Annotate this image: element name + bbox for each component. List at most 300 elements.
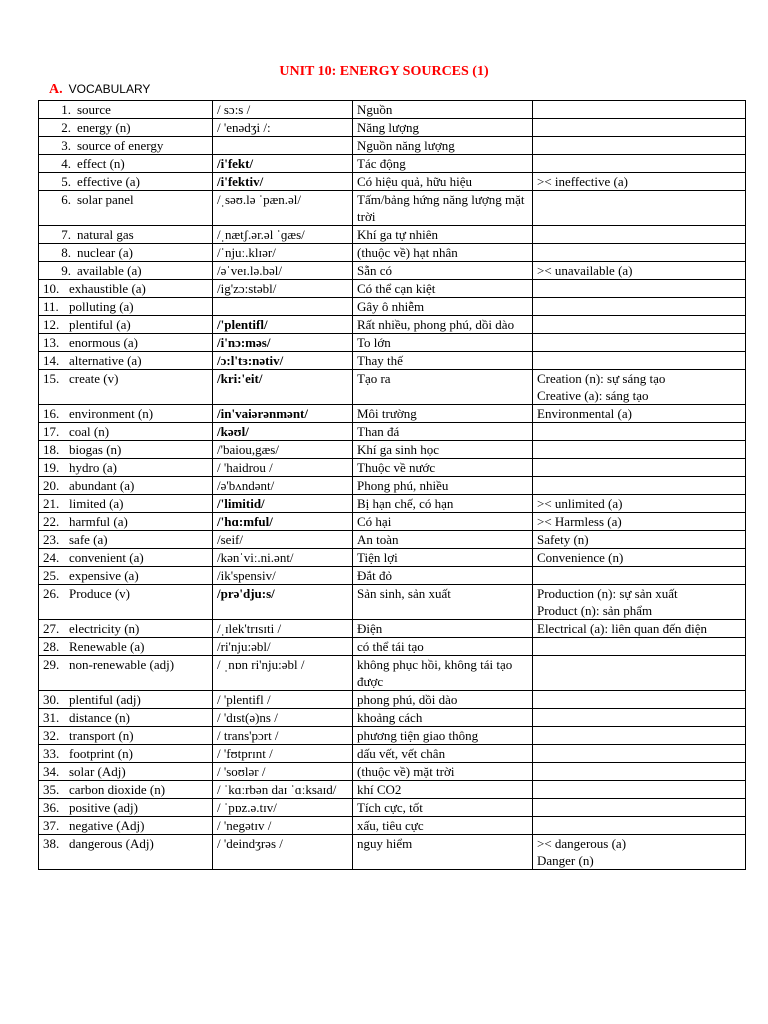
meaning-cell: Có thể cạn kiệt [353, 280, 533, 298]
table-row [39, 745, 746, 763]
page-title: UNIT 10: ENERGY SOURCES (1) [279, 64, 489, 79]
note-cell [533, 745, 746, 763]
word-cell [39, 727, 213, 745]
note-cell [533, 119, 746, 137]
row-number: 18. [43, 442, 60, 457]
word-entry [43, 763, 208, 780]
row-number: 14. [43, 353, 60, 368]
vocabulary-table [38, 100, 746, 870]
row-number: 10. [43, 281, 60, 296]
note-cell: Creation (n): sự sáng tạo Creative (a): sáng tạo [533, 370, 746, 405]
word-entry [43, 173, 208, 190]
meaning-cell: Nguồn [353, 101, 533, 119]
note-cell: Environmental (a) [533, 405, 746, 423]
note-cell [533, 727, 746, 745]
word-entry [43, 477, 208, 494]
note-cell [533, 459, 746, 477]
vocabulary-word: source [77, 102, 111, 117]
table-row [39, 585, 746, 620]
vocabulary-word: polluting (a) [69, 299, 134, 314]
pronunciation-cell: /'plentifl/ [213, 316, 353, 334]
meaning-cell: Năng lượng [353, 119, 533, 137]
table-row [39, 691, 746, 709]
row-number: 4. [61, 156, 71, 171]
vocabulary-word: exhaustible (a) [69, 281, 146, 296]
table-row [39, 781, 746, 799]
row-number: 11. [43, 299, 59, 314]
row-number: 15. [43, 371, 60, 386]
word-entry [43, 691, 208, 708]
table-row [39, 316, 746, 334]
table-row [39, 567, 746, 585]
table-row [39, 298, 746, 316]
word-entry [43, 835, 208, 852]
vocabulary-word: electricity (n) [69, 621, 140, 636]
word-cell [39, 513, 213, 531]
table-row [39, 638, 746, 656]
word-entry [43, 549, 208, 566]
pronunciation-cell: / 'negətɪv / [213, 817, 353, 835]
pronunciation-cell: /ˌɪlek'trɪsɪti / [213, 620, 353, 638]
row-number: 22. [43, 514, 60, 529]
pronunciation-cell: /ig'zɔ:stəbl/ [213, 280, 353, 298]
note-cell [533, 709, 746, 727]
word-entry [43, 799, 208, 816]
note-cell: >< unlimited (a) [533, 495, 746, 513]
meaning-cell: nguy hiểm [353, 835, 533, 870]
note-cell [533, 155, 746, 173]
row-number: 3. [61, 138, 71, 153]
note-cell: Convenience (n) [533, 549, 746, 567]
pronunciation-cell: / ˌnɒn ri'nju:əbl / [213, 656, 353, 691]
meaning-cell: Sản sinh, sản xuất [353, 585, 533, 620]
row-number: 26. [43, 586, 60, 601]
vocabulary-word: energy (n) [77, 120, 131, 135]
table-row [39, 280, 746, 298]
word-cell [39, 709, 213, 727]
meaning-cell: (thuộc về) mặt trời [353, 763, 533, 781]
row-number: 32. [43, 728, 60, 743]
word-cell [39, 173, 213, 191]
word-cell [39, 405, 213, 423]
note-cell [533, 352, 746, 370]
table-row [39, 226, 746, 244]
vocabulary-word: safe (a) [69, 532, 108, 547]
vocabulary-word: dangerous (Adj) [69, 836, 154, 851]
meaning-cell: Than đá [353, 423, 533, 441]
meaning-cell: Thuộc về nước [353, 459, 533, 477]
row-number: 34. [43, 764, 60, 779]
table-row [39, 155, 746, 173]
word-entry [43, 137, 208, 154]
note-cell [533, 691, 746, 709]
word-cell [39, 585, 213, 620]
note-cell [533, 781, 746, 799]
note-cell: >< Harmless (a) [533, 513, 746, 531]
meaning-cell: khí CO2 [353, 781, 533, 799]
meaning-cell: phong phú, dồi dào [353, 691, 533, 709]
meaning-cell: Nguồn năng lượng [353, 137, 533, 155]
table-row [39, 441, 746, 459]
pronunciation-cell: / 'soʊlər / [213, 763, 353, 781]
word-entry [43, 567, 208, 584]
row-number: 17. [43, 424, 60, 439]
pronunciation-cell [213, 298, 353, 316]
meaning-cell: không phục hồi, không tái tạo được [353, 656, 533, 691]
vocabulary-word: available (a) [77, 263, 142, 278]
word-cell [39, 817, 213, 835]
meaning-cell: có thể tái tạo [353, 638, 533, 656]
word-cell [39, 226, 213, 244]
note-cell [533, 226, 746, 244]
row-number: 37. [43, 818, 60, 833]
table-row [39, 244, 746, 262]
word-cell [39, 101, 213, 119]
word-cell [39, 298, 213, 316]
pronunciation-cell: /'hɑ:mful/ [213, 513, 353, 531]
word-cell [39, 459, 213, 477]
word-cell [39, 781, 213, 799]
meaning-cell: Khí ga tự nhiên [353, 226, 533, 244]
meaning-cell: Bị hạn chế, có hạn [353, 495, 533, 513]
table-row [39, 191, 746, 226]
vocabulary-word: abundant (a) [69, 478, 135, 493]
table-row [39, 620, 746, 638]
vocabulary-word: harmful (a) [69, 514, 128, 529]
word-entry [43, 244, 208, 261]
vocabulary-word: plentiful (adj) [69, 692, 141, 707]
table-row [39, 817, 746, 835]
pronunciation-cell: /ˌnætʃ.ər.əl ˈɡæs/ [213, 226, 353, 244]
table-row [39, 459, 746, 477]
pronunciation-cell: /seif/ [213, 531, 353, 549]
word-entry [43, 119, 208, 136]
word-cell [39, 620, 213, 638]
word-entry [43, 191, 208, 208]
vocabulary-word: source of energy [77, 138, 164, 153]
vocabulary-word: biogas (n) [69, 442, 122, 457]
meaning-cell: Tác động [353, 155, 533, 173]
table-row [39, 370, 746, 405]
vocabulary-word: nuclear (a) [77, 245, 133, 260]
note-cell [533, 101, 746, 119]
row-number: 1. [61, 102, 71, 117]
word-cell [39, 423, 213, 441]
word-entry [43, 817, 208, 834]
table-row [39, 513, 746, 531]
word-entry [43, 709, 208, 726]
pronunciation-cell: / ˈkɑːrbən daɪ ˈɑːksaɪd/ [213, 781, 353, 799]
note-cell [533, 423, 746, 441]
pronunciation-cell: /əˈveɪ.lə.bəl/ [213, 262, 353, 280]
pronunciation-cell: / 'haidrou / [213, 459, 353, 477]
meaning-cell: (thuộc về) hạt nhân [353, 244, 533, 262]
row-number: 16. [43, 406, 60, 421]
table-row [39, 405, 746, 423]
word-cell [39, 244, 213, 262]
row-number: 2. [61, 120, 71, 135]
table-row [39, 495, 746, 513]
pronunciation-cell: /'baiou,gæs/ [213, 441, 353, 459]
row-number: 35. [43, 782, 60, 797]
pronunciation-cell: / 'fʊtprɪnt / [213, 745, 353, 763]
row-number: 33. [43, 746, 60, 761]
table-row [39, 173, 746, 191]
vocabulary-word: enormous (a) [69, 335, 138, 350]
note-cell [533, 334, 746, 352]
row-number: 7. [61, 227, 71, 242]
pronunciation-cell: / 'dɪst(ə)ns / [213, 709, 353, 727]
pronunciation-cell: /ik'spensiv/ [213, 567, 353, 585]
vocabulary-word: plentiful (a) [69, 317, 131, 332]
meaning-cell: Môi trường [353, 405, 533, 423]
vocabulary-table-body [39, 101, 746, 870]
meaning-cell: Tấm/bảng hứng năng lượng mặt trời [353, 191, 533, 226]
vocabulary-word: Produce (v) [69, 586, 131, 601]
meaning-cell: xấu, tiêu cực [353, 817, 533, 835]
word-cell [39, 334, 213, 352]
note-cell [533, 137, 746, 155]
word-entry [43, 656, 208, 673]
vocabulary-word: convenient (a) [69, 550, 144, 565]
vocabulary-word: Renewable (a) [69, 639, 145, 654]
meaning-cell: Phong phú, nhiều [353, 477, 533, 495]
word-entry [43, 441, 208, 458]
vocabulary-word: negative (Adj) [69, 818, 145, 833]
word-entry [43, 352, 208, 369]
word-entry [43, 531, 208, 548]
word-cell [39, 763, 213, 781]
row-number: 6. [61, 192, 71, 207]
word-cell [39, 137, 213, 155]
pronunciation-cell: / 'plentifl / [213, 691, 353, 709]
word-cell [39, 316, 213, 334]
table-row [39, 549, 746, 567]
meaning-cell: khoảng cách [353, 709, 533, 727]
note-cell: Production (n): sự sản xuất Product (n): sản phẩm [533, 585, 746, 620]
vocabulary-word: create (v) [69, 371, 119, 386]
word-entry [43, 513, 208, 530]
word-cell [39, 799, 213, 817]
row-number: 27. [43, 621, 60, 636]
note-cell [533, 567, 746, 585]
vocabulary-word: alternative (a) [69, 353, 142, 368]
meaning-cell: Có hại [353, 513, 533, 531]
meaning-cell: phương tiện giao thông [353, 727, 533, 745]
pronunciation-cell: /kri:'eit/ [213, 370, 353, 405]
pronunciation-cell: / sɔ:s / [213, 101, 353, 119]
vocabulary-word: environment (n) [69, 406, 154, 421]
row-number: 5. [61, 174, 71, 189]
pronunciation-cell: /ri'nju:əbl/ [213, 638, 353, 656]
note-cell: >< ineffective (a) [533, 173, 746, 191]
word-entry [43, 316, 208, 333]
word-cell [39, 567, 213, 585]
word-entry [43, 280, 208, 297]
meaning-cell: dấu vết, vết chân [353, 745, 533, 763]
row-number: 30. [43, 692, 60, 707]
note-cell [533, 477, 746, 495]
note-cell [533, 656, 746, 691]
row-number: 13. [43, 335, 60, 350]
word-entry [43, 262, 208, 279]
pronunciation-cell [213, 137, 353, 155]
pronunciation-cell: /i'fektiv/ [213, 173, 353, 191]
row-number: 20. [43, 478, 60, 493]
table-row [39, 352, 746, 370]
vocabulary-word: coal (n) [69, 424, 110, 439]
row-number: 21. [43, 496, 60, 511]
pronunciation-cell: / 'enədʒi /: [213, 119, 353, 137]
row-number: 24. [43, 550, 60, 565]
word-cell [39, 745, 213, 763]
word-cell [39, 191, 213, 226]
word-cell [39, 835, 213, 870]
note-cell [533, 799, 746, 817]
meaning-cell: Đắt đỏ [353, 567, 533, 585]
row-number: 23. [43, 532, 60, 547]
meaning-cell: Rất nhiều, phong phú, dồi dào [353, 316, 533, 334]
vocabulary-word: effect (n) [77, 156, 125, 171]
word-entry [43, 781, 208, 798]
note-cell [533, 441, 746, 459]
word-cell [39, 352, 213, 370]
note-cell: Safety (n) [533, 531, 746, 549]
table-row [39, 799, 746, 817]
vocabulary-word: carbon dioxide (n) [69, 782, 166, 797]
table-row [39, 656, 746, 691]
pronunciation-cell: /prə'dju:s/ [213, 585, 353, 620]
table-row [39, 423, 746, 441]
table-row [39, 477, 746, 495]
note-cell [533, 817, 746, 835]
word-entry [43, 495, 208, 512]
pronunciation-cell: /i'fekt/ [213, 155, 353, 173]
word-cell [39, 477, 213, 495]
row-number: 25. [43, 568, 60, 583]
word-entry [43, 745, 208, 762]
pronunciation-cell: /ˌsəʊ.lə ˈpæn.əl/ [213, 191, 353, 226]
word-cell [39, 119, 213, 137]
note-cell: Electrical (a): liên quan đến điện [533, 620, 746, 638]
word-cell [39, 495, 213, 513]
note-cell: >< dangerous (a) Danger (n) [533, 835, 746, 870]
vocabulary-word: solar (Adj) [69, 764, 126, 779]
word-cell [39, 638, 213, 656]
word-entry [43, 459, 208, 476]
vocabulary-word: effective (a) [77, 174, 140, 189]
vocabulary-word: footprint (n) [69, 746, 133, 761]
word-cell [39, 656, 213, 691]
table-row [39, 727, 746, 745]
note-cell [533, 191, 746, 226]
word-entry [43, 101, 208, 118]
word-entry [43, 155, 208, 172]
meaning-cell: Khí ga sinh học [353, 441, 533, 459]
note-cell [533, 316, 746, 334]
section-letter: A. [49, 82, 63, 97]
vocabulary-word: non-renewable (adj) [69, 657, 175, 672]
pronunciation-cell: /in'vaiərənmənt/ [213, 405, 353, 423]
word-entry [43, 405, 208, 422]
vocabulary-word: distance (n) [69, 710, 131, 725]
pronunciation-cell: /kəʊl/ [213, 423, 353, 441]
meaning-cell: Gây ô nhiễm [353, 298, 533, 316]
table-row [39, 137, 746, 155]
section-heading [49, 82, 150, 98]
vocabulary-word: positive (adj) [69, 800, 138, 815]
pronunciation-cell: / 'deindʒrəs / [213, 835, 353, 870]
meaning-cell: Tiện lợi [353, 549, 533, 567]
vocabulary-word: expensive (a) [69, 568, 139, 583]
meaning-cell: Tích cực, tốt [353, 799, 533, 817]
vocabulary-word: hydro (a) [69, 460, 118, 475]
pronunciation-cell: /'limitid/ [213, 495, 353, 513]
word-entry [43, 620, 208, 637]
pronunciation-cell: / ˈpɒz.ə.tɪv/ [213, 799, 353, 817]
row-number: 29. [43, 657, 60, 672]
row-number: 38. [43, 836, 60, 851]
meaning-cell: Tạo ra [353, 370, 533, 405]
word-cell [39, 370, 213, 405]
word-cell [39, 531, 213, 549]
vocabulary-word: transport (n) [69, 728, 134, 743]
pronunciation-cell: / trans'pɔrt / [213, 727, 353, 745]
word-entry [43, 226, 208, 243]
vocabulary-word: solar panel [77, 192, 134, 207]
meaning-cell: Có hiệu quả, hữu hiệu [353, 173, 533, 191]
note-cell [533, 244, 746, 262]
pronunciation-cell: /ə'bʌndənt/ [213, 477, 353, 495]
meaning-cell: Sẵn có [353, 262, 533, 280]
word-entry [43, 370, 208, 387]
meaning-cell: Điện [353, 620, 533, 638]
word-cell [39, 441, 213, 459]
table-row [39, 709, 746, 727]
table-row [39, 835, 746, 870]
word-cell [39, 549, 213, 567]
word-entry [43, 638, 208, 655]
pronunciation-cell: /kənˈviː.ni.ənt/ [213, 549, 353, 567]
note-cell [533, 280, 746, 298]
meaning-cell: To lớn [353, 334, 533, 352]
note-cell [533, 763, 746, 781]
word-cell [39, 262, 213, 280]
word-entry [43, 585, 208, 602]
meaning-cell: An toàn [353, 531, 533, 549]
section-label: VOCABULARY [68, 82, 151, 96]
table-row [39, 262, 746, 280]
table-row [39, 531, 746, 549]
note-cell: >< unavailable (a) [533, 262, 746, 280]
word-cell [39, 280, 213, 298]
table-row [39, 763, 746, 781]
row-number: 36. [43, 800, 60, 815]
pronunciation-cell: /i'nɔ:məs/ [213, 334, 353, 352]
word-entry [43, 334, 208, 351]
vocabulary-word: limited (a) [69, 496, 124, 511]
row-number: 12. [43, 317, 60, 332]
note-cell [533, 298, 746, 316]
word-cell [39, 155, 213, 173]
table-row [39, 101, 746, 119]
vocabulary-word: natural gas [77, 227, 134, 242]
word-entry [43, 423, 208, 440]
row-number: 9. [61, 263, 71, 278]
pronunciation-cell: /ˈnjuː.klɪər/ [213, 244, 353, 262]
table-row [39, 334, 746, 352]
word-entry [43, 727, 208, 744]
